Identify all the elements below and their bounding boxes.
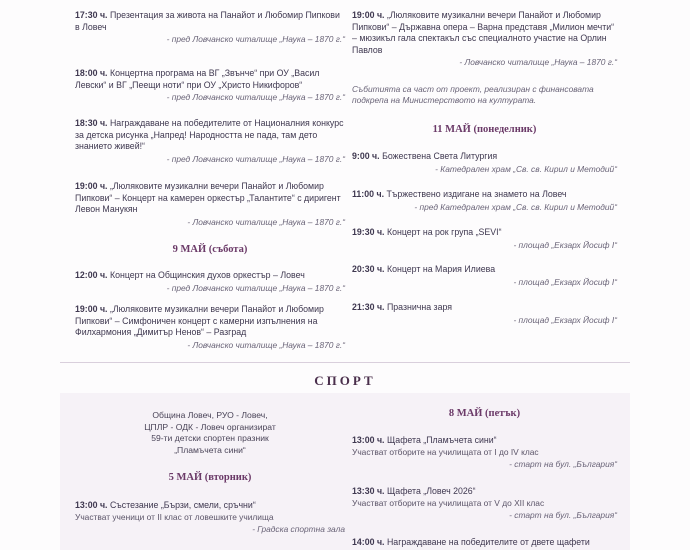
event-item [352, 10, 617, 69]
organizer-line: „Пламъчета сини“ [174, 444, 246, 455]
event-item [75, 68, 345, 104]
day-heading: 11 МАЙ (понеделник) [432, 124, 537, 135]
event-item [352, 486, 617, 522]
event-place: - Катедрален храм „Св. св. Кирил и Методий“ [435, 163, 617, 174]
section-divider [60, 362, 630, 363]
event-item [352, 264, 617, 288]
event-text: Празнична заря [386, 302, 453, 312]
event-item [352, 302, 617, 326]
event-place: - Градска спортна зала [252, 524, 345, 534]
event-place: - Ловчанско читалище „Наука – 1870 г.“ [187, 339, 345, 350]
event-time: 12:00 ч. [75, 270, 108, 280]
event-time: 19:00 ч. [75, 304, 108, 314]
event-item [75, 181, 345, 228]
event-time: 17:30 ч. [75, 10, 108, 20]
event-time: 13:00 ч. [75, 500, 108, 510]
event-participants: Участват отборите на училищата от V до XII клас [352, 497, 545, 508]
event-time: 19:00 ч. [352, 10, 385, 20]
event-item [75, 500, 345, 536]
event-place: - Ловчанско читалище „Наука – 1870 г.“ [187, 216, 345, 227]
event-time: 19:30 ч. [352, 227, 385, 237]
event-time: 14:00 ч. [352, 537, 385, 547]
event-place: - площад „Екзарх Йосиф I“ [513, 276, 617, 287]
day-heading: 5 МАЙ (вторник) [168, 472, 252, 483]
day-heading: 9 МАЙ (събота) [172, 244, 248, 255]
event-text: Концерт на Общинския духов оркестър – Ловеч [109, 270, 305, 280]
event-item [75, 10, 345, 46]
event-participants: Участват ученици от II клас от ловешките училища [75, 511, 274, 522]
event-text: Тържествено издигане на знамето на Ловеч [386, 189, 567, 199]
event-text: „Люляковите музикални вечери Панайот и Любомир Пипкови“ – Симфоничен концерт с камерни изпълнения на Филхармония „Димитър Ненов“ – Разград [75, 304, 324, 337]
event-time: 19:00 ч. [75, 181, 108, 191]
event-text: „Люляковите музикални вечери Панайот и Любомир Пипкови“ – Държавна опера – Варна представя „Милион мечти“ – мюзикъл гала спектакъл със специалното участие на Орлин Павлов [352, 10, 615, 55]
event-time: 11:00 ч. [352, 189, 385, 199]
funding-note: Събитията са част от проект, реализиран с финансовата подкрепа на Министерството на културата. [352, 84, 594, 105]
organizer-line: Община Ловеч, РУО - Ловеч, [152, 410, 268, 420]
day-heading: 8 МАЙ (петък) [448, 408, 521, 419]
event-text: Божествена Света Литургия [382, 151, 498, 161]
organizer-line: 59-ти детски спортен празник [151, 433, 269, 443]
event-item [75, 304, 345, 351]
event-place: - пред Ловчанско читалище „Наука – 1870 г.“ [166, 282, 345, 293]
event-item [352, 227, 617, 251]
event-place: - пред Ловчанско читалище „Наука – 1870 г.“ [166, 153, 345, 164]
event-time: 21:30 ч. [352, 302, 385, 312]
event-text: Награждаване на победителите от двете щафети [386, 537, 590, 547]
event-place: - Ловчанско читалище „Наука – 1870 г.“ [459, 57, 617, 67]
event-time: 13:00 ч. [352, 435, 385, 445]
event-item [75, 118, 345, 165]
event-text: Концерт на рок група „SEVI“ [386, 227, 502, 237]
event-text: „Люляковите музикални вечери Панайот и Любомир Пипкови“ – Концерт на камерен оркестър „Талантите“ с диригент Левон Манукян [75, 181, 341, 214]
event-text: Щафета „Пламъчета сини“ [386, 435, 497, 445]
event-place: - площад „Екзарх Йосиф I“ [513, 314, 617, 325]
event-place: - пред Ловчанско читалище „Наука – 1870 г.“ [166, 92, 345, 102]
event-place: - старт на бул. „България“ [509, 510, 617, 520]
event-place: - площад „Екзарх Йосиф I“ [513, 239, 617, 250]
event-item [352, 537, 617, 549]
event-text: Презентация за живота на Панайот и Любомир Пипкови в Ловеч [75, 10, 340, 32]
event-time: 18:30 ч. [75, 118, 108, 128]
event-text: Концерт на Мария Илиева [386, 264, 496, 274]
event-item [352, 435, 617, 471]
event-time: 20:30 ч. [352, 264, 385, 274]
event-participants: Участват отборите на училищата от I до IV клас [352, 446, 539, 457]
event-item [352, 151, 617, 175]
event-item [75, 270, 345, 294]
event-time: 13:30 ч. [352, 486, 385, 496]
event-time: 18:00 ч. [75, 68, 108, 78]
event-time: 9:00 ч. [352, 151, 380, 161]
event-text: Състезание „Бързи, смели, сръчни“ [109, 500, 256, 510]
sport-organizers [75, 410, 345, 456]
event-place: - пред Ловчанско читалище „Наука – 1870 г.“ [166, 34, 345, 44]
event-item [352, 189, 617, 213]
event-text: Концертна програма на ВГ „Звънче“ при ОУ „Васил Левски“ и ВГ „Пеещи ноти“ при ОУ „Христо Никифоров“ [75, 68, 320, 90]
event-text: Награждаване на победителите от Националния конкурс за детска рисунка „Напред! Народността не пада, там дето знанието живей!“ [75, 118, 344, 151]
organizer-line: ЦПЛР - ОДК - Ловеч организират [144, 421, 276, 432]
event-place: - старт на бул. „България“ [509, 459, 617, 469]
event-text: Щафета „Ловеч 2026“ [386, 486, 476, 496]
event-place: - пред Катедрален храм „Св. св. Кирил и Методий“ [414, 201, 617, 212]
section-title-sport: СПОРТ [314, 373, 376, 388]
